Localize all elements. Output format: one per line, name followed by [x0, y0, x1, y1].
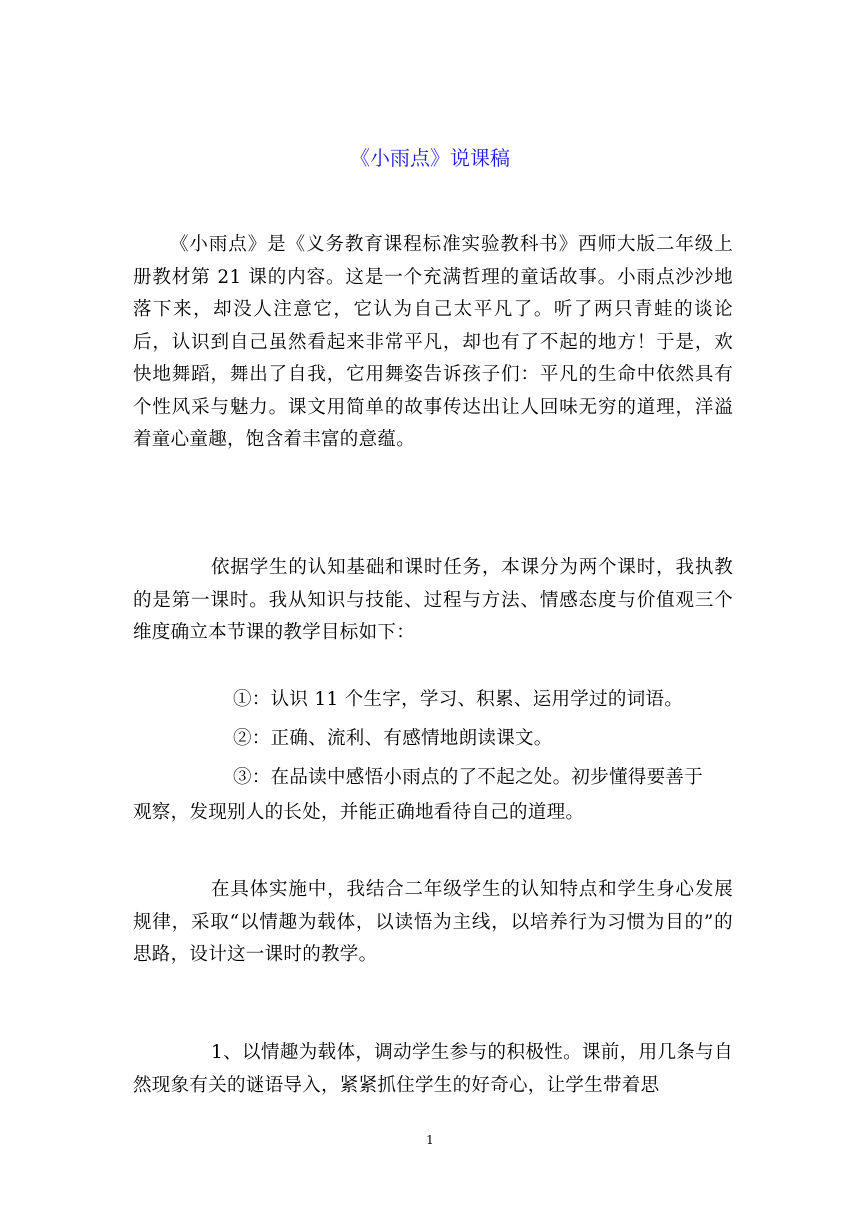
goal-item-continuation: 观察，发现别人的长处，并能正确地看待自己的道理。 [133, 802, 585, 823]
paragraph-objectives-block [133, 552, 733, 650]
goals-list [133, 680, 733, 829]
document-title: 《小雨点》说课稿 [350, 146, 510, 170]
goal-item: ③：在品读中感悟小雨点的了不起之处。初步懂得要善于 [233, 767, 704, 788]
goal-item: ①：认识 11 个生字，学习、积累、运用学过的词语。 [233, 689, 684, 710]
paragraph-approach: 在具体实施中，我结合二年级学生的认知特点和学生身心发展规律，采取“以情趣为载体，以读悟为主线，以培养行为习惯为目的”的思路，设计这一课时的教学。 [133, 879, 733, 965]
goal-item: ②：正确、流利、有感情地朗读课文。 [233, 728, 553, 749]
paragraph-intro: 《小雨点》是《义务教育课程标准实验教科书》西师大版二年级上册教材第 21 课的内容。这是一个充满哲理的童话故事。小雨点沙沙地落下来，却没人注意它，它认为自己太平凡了。听了两只青蛙的谈论后，认识到自己虽然看起来非常平凡，却也有了不起的地方！于是，欢快地舞蹈，舞出了自我，它用舞姿告诉孩子们：平凡的生命中依然具有个性风采与魅力。课文用简单的故事传达出让人回味无穷的道理，洋溢着童心童趣，饱含着丰富的意蕴。 [133, 234, 733, 450]
paragraph-objectives: 依据学生的认知基础和课时任务，本课分为两个课时，我执教的是第一课时。我从知识与技能、过程与方法、情感态度与价值观三个维度确立本节课的教学目标如下： [133, 557, 733, 643]
page-number: 1 [426, 1133, 434, 1147]
paragraph-step-1: 1、以情趣为载体，调动学生参与的积极性。课前，用几条与自然现象有关的谜语导入，紧紧抓住学生的好奇心，让学生带着思 [133, 1042, 733, 1096]
